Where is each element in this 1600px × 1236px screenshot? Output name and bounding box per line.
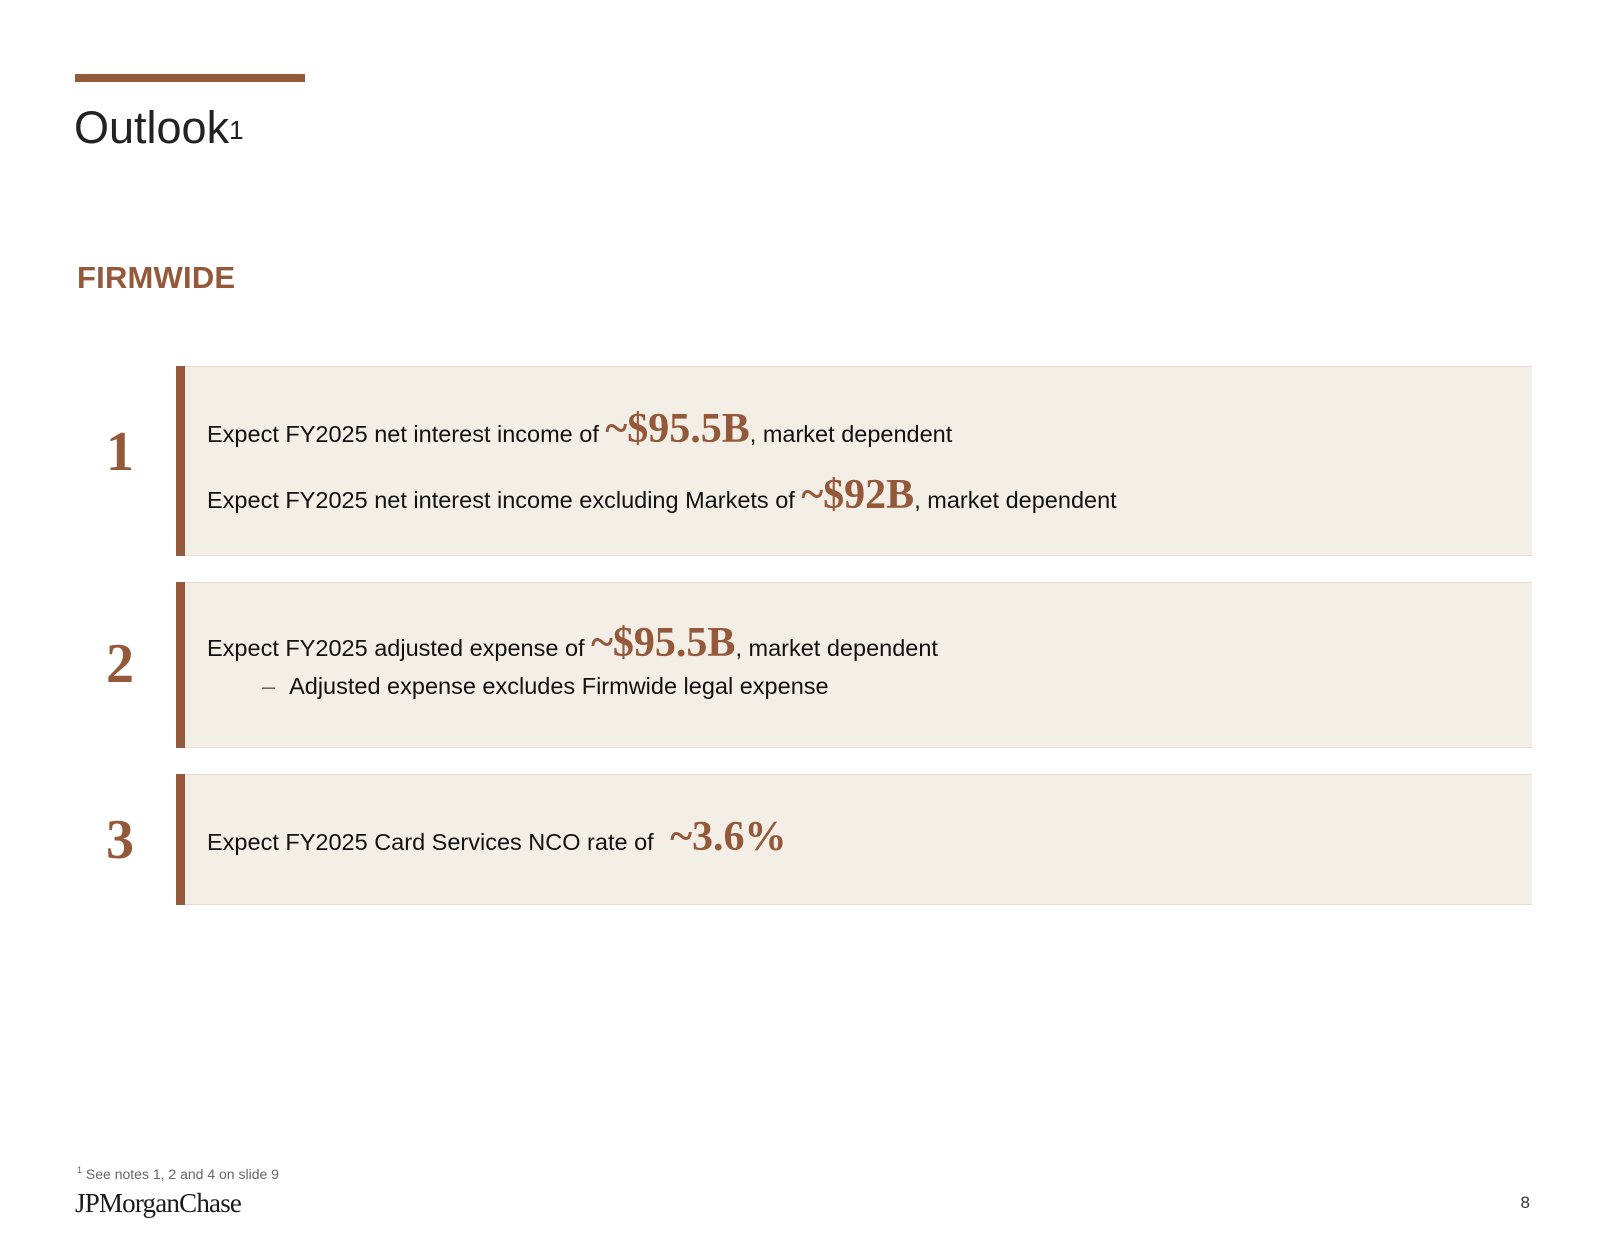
item-1-line-1-suffix: , market dependent bbox=[749, 421, 953, 447]
item-1-line-2-suffix: , market dependent bbox=[914, 487, 1117, 513]
item-3-line-1-value: ~3.6% bbox=[670, 814, 787, 860]
dash-icon: – bbox=[262, 673, 276, 699]
footnote-text: See notes 1, 2 and 4 on slide 9 bbox=[85, 1166, 279, 1182]
item-accent-bar bbox=[176, 582, 185, 748]
item-accent-bar bbox=[176, 366, 185, 556]
item-3-line-1 bbox=[207, 813, 787, 861]
item-1-line-2 bbox=[207, 471, 1117, 519]
item-3-line-1-text: Expect FY2025 Card Services NCO rate of bbox=[207, 829, 661, 855]
item-number-2: 2 bbox=[106, 633, 134, 695]
item-1-line-2-value: ~$92B bbox=[801, 472, 915, 518]
item-2-sub-bullet bbox=[262, 673, 829, 700]
page-title bbox=[74, 100, 244, 156]
jpmorganchase-logo: JPMorganChase bbox=[75, 1188, 242, 1218]
title-footnote-marker: 1 bbox=[229, 115, 244, 145]
item-2-line-1 bbox=[207, 619, 938, 667]
item-number-3: 3 bbox=[106, 809, 134, 871]
item-2-line-1-value: ~$95.5B bbox=[591, 620, 736, 666]
footnote-marker: 1 bbox=[77, 1165, 83, 1175]
item-number-1: 1 bbox=[106, 421, 134, 483]
footnote bbox=[77, 1166, 279, 1182]
item-2-sub-bullet-text: Adjusted expense excludes Firmwide legal expense bbox=[289, 673, 829, 699]
outlook-item-2 bbox=[176, 582, 1532, 748]
page-title-text: Outlook bbox=[74, 102, 230, 153]
item-2-line-1-suffix: , market dependent bbox=[735, 635, 938, 661]
item-1-line-2-text: Expect FY2025 net interest income excluding Markets of bbox=[207, 487, 802, 513]
title-rule bbox=[75, 74, 305, 82]
outlook-item-1 bbox=[176, 366, 1532, 556]
outlook-item-3 bbox=[176, 774, 1532, 905]
item-1-line-1 bbox=[207, 405, 952, 453]
section-heading: FIRMWIDE bbox=[77, 260, 236, 295]
item-1-line-1-value: ~$95.5B bbox=[605, 406, 750, 452]
item-1-line-1-text: Expect FY2025 net interest income of bbox=[207, 421, 606, 447]
item-accent-bar bbox=[176, 774, 185, 905]
page-number: 8 bbox=[1520, 1193, 1530, 1212]
item-2-line-1-text: Expect FY2025 adjusted expense of bbox=[207, 635, 592, 661]
